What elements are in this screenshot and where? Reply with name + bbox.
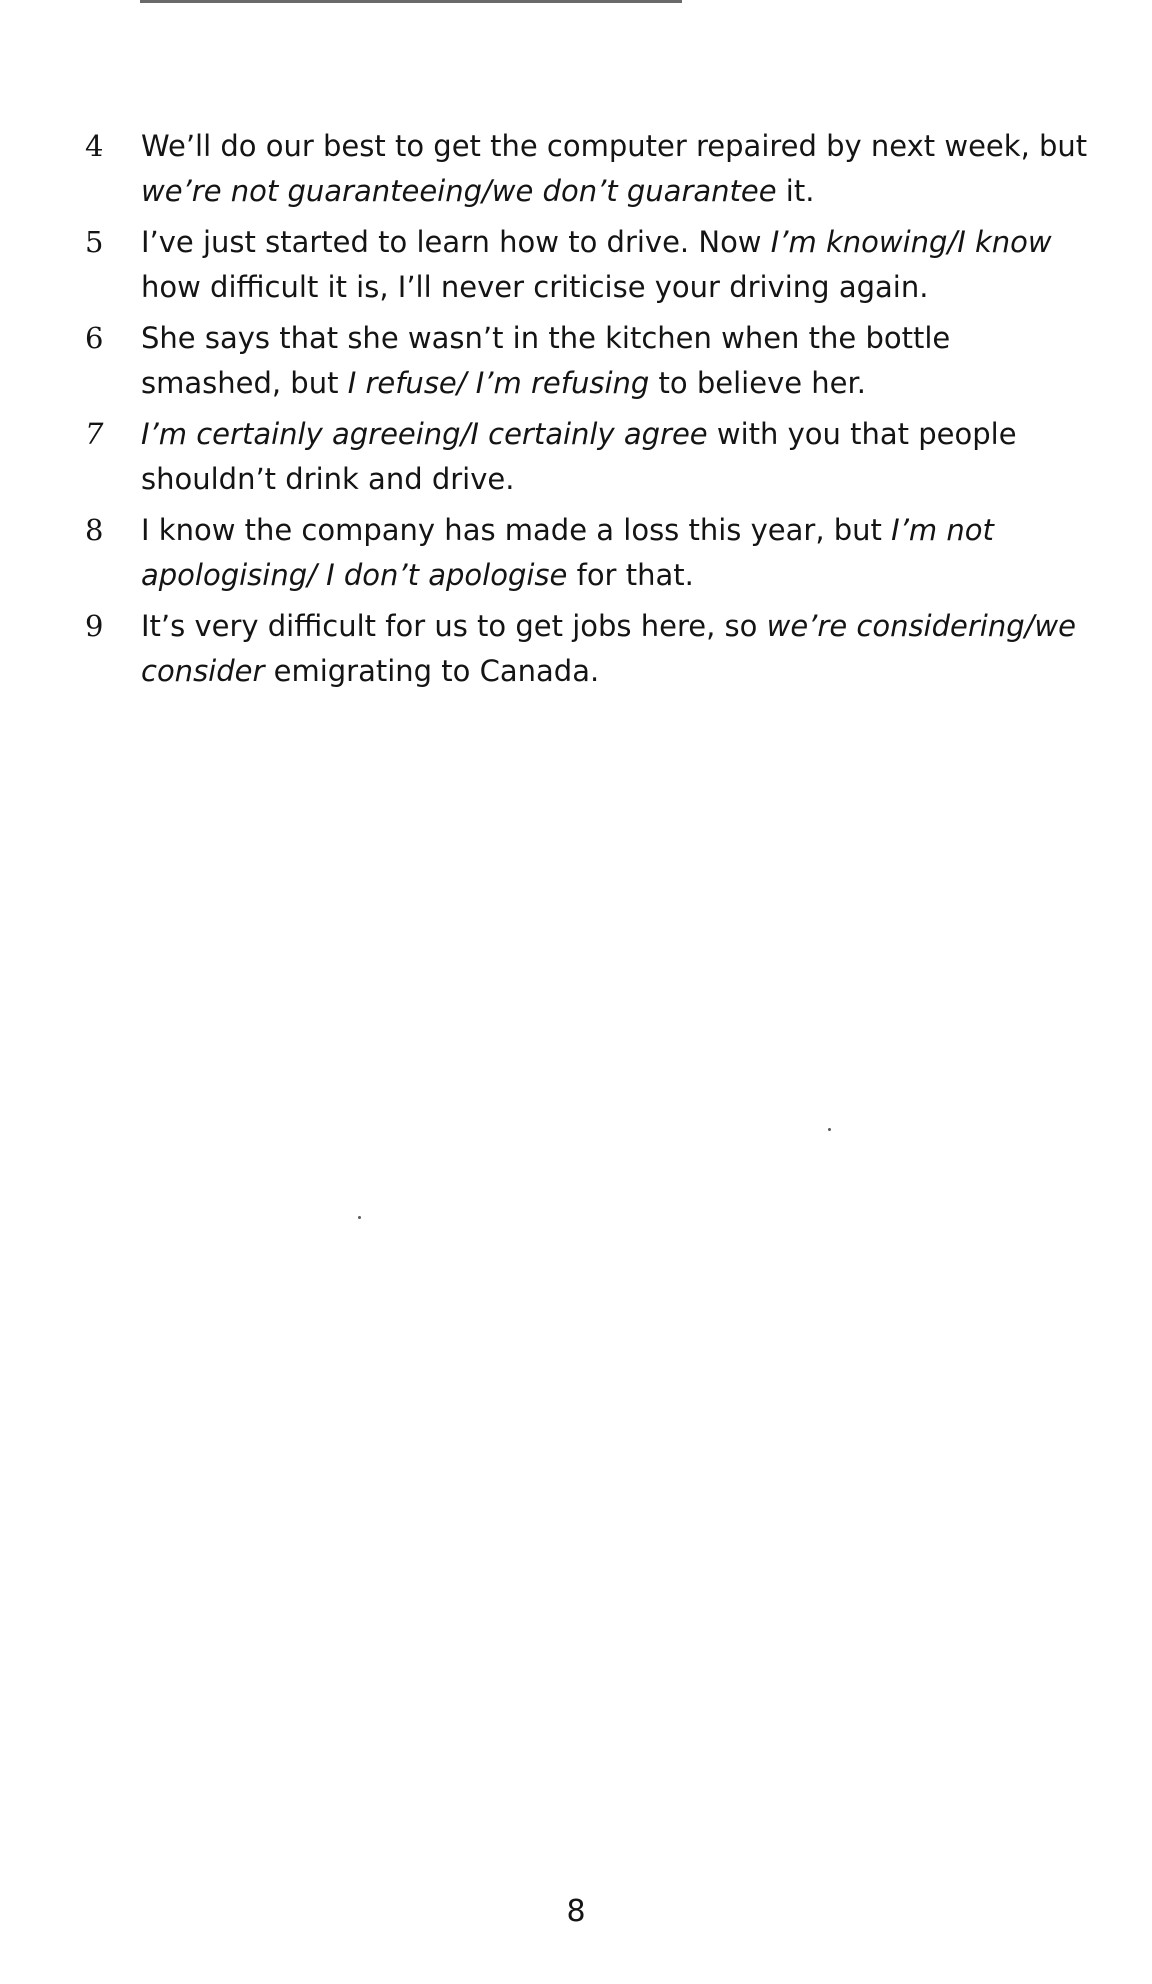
exercise-item-5 bbox=[85, 220, 1095, 310]
verb-options: I’m not apologising/ I don’t apologise bbox=[141, 513, 994, 592]
sentence-start: It’s very difficult for us to get jobs here, so bbox=[141, 609, 767, 643]
sentence-start: I know the company has made a loss this year, but bbox=[141, 513, 892, 547]
verb-options: we’re not guaranteeing/we don’t guarantee bbox=[141, 174, 777, 208]
item-number: 5 bbox=[85, 225, 104, 259]
sentence-end: how difficult it is, I’ll never criticise your driving again. bbox=[141, 270, 929, 304]
sentence-start: We’ll do our best to get the computer repaired by next week, but bbox=[141, 129, 1088, 163]
exercise-item-8 bbox=[85, 508, 1095, 598]
item-sentence bbox=[141, 220, 1095, 310]
top-rule bbox=[140, 0, 682, 3]
sentence-end: it. bbox=[776, 174, 815, 208]
item-number: 4 bbox=[85, 129, 104, 163]
exercise-item-9 bbox=[85, 604, 1095, 694]
verb-options: we’re considering/we consider bbox=[141, 609, 1076, 688]
print-speck bbox=[358, 1216, 361, 1219]
exercise-item-4 bbox=[85, 124, 1095, 214]
item-number: 7 bbox=[85, 417, 104, 451]
exercise-list bbox=[85, 124, 1095, 700]
sentence-start: I’ve just started to learn how to drive. Now bbox=[141, 225, 771, 259]
verb-options: I refuse/ I’m refusing bbox=[347, 366, 650, 400]
verb-options: I’m certainly agreeing/I certainly agree bbox=[141, 417, 708, 451]
sentence-end: for that. bbox=[567, 558, 694, 592]
page-number: 8 bbox=[566, 1894, 586, 1929]
exercise-item-6 bbox=[85, 316, 1095, 406]
print-speck bbox=[828, 1128, 831, 1131]
item-number: 8 bbox=[85, 513, 104, 547]
sentence-end: with you that people shouldn’t drink and drive. bbox=[141, 417, 1017, 496]
exercise-item-7 bbox=[85, 412, 1095, 502]
item-sentence bbox=[141, 124, 1095, 214]
sentence-start: She says that she wasn’t in the kitchen when the bottle smashed, but bbox=[141, 321, 951, 400]
item-sentence bbox=[141, 412, 1095, 502]
item-sentence bbox=[141, 604, 1095, 694]
sentence-end: to believe her. bbox=[649, 366, 866, 400]
item-number: 6 bbox=[85, 321, 104, 355]
item-sentence bbox=[141, 316, 1095, 406]
verb-options: I’m knowing/I know bbox=[770, 225, 1052, 259]
item-sentence bbox=[141, 508, 1095, 598]
sentence-end: emigrating to Canada. bbox=[264, 654, 600, 688]
item-number: 9 bbox=[85, 609, 104, 643]
